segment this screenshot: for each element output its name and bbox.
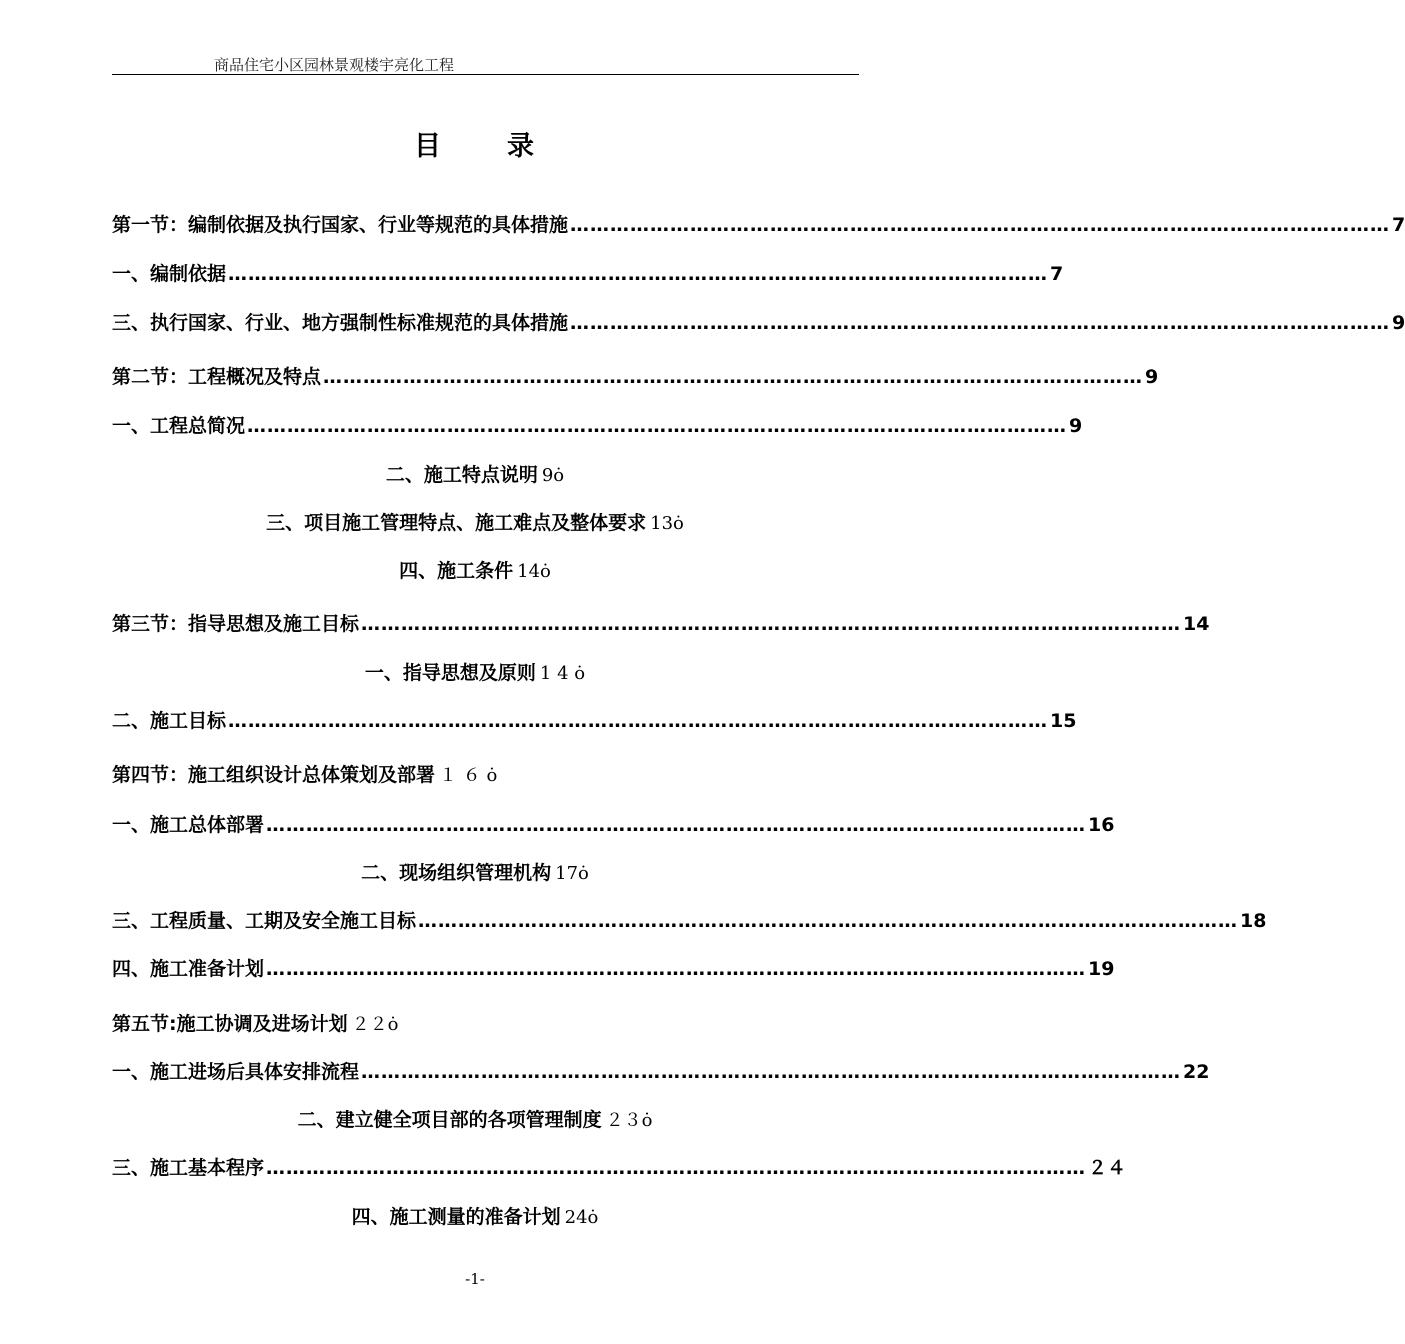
toc-entry[interactable] <box>112 210 1405 238</box>
toc-entry-label: 第五节:施工协调及进场计划 <box>112 1013 348 1035</box>
toc-leader-dots: …………………………………………………………………………………………………………… <box>228 263 1049 285</box>
toc-entry[interactable] <box>0 460 950 488</box>
toc-entry-label: 一、施工进场后具体安排流程 <box>112 1061 360 1083</box>
toc-leader-dots: …………………………………………………………………………………………………………… <box>228 710 1049 732</box>
toc-entry[interactable] <box>112 259 1064 287</box>
toc-entry-page: 1 4 ȯ <box>539 663 586 684</box>
toc-entry[interactable] <box>0 508 950 536</box>
toc-entry-label: 二、施工特点说明 <box>385 464 538 486</box>
toc-entry[interactable] <box>0 1202 950 1230</box>
toc-entry-label: 四、施工准备计划 <box>112 958 265 980</box>
toc-entry[interactable] <box>0 658 950 686</box>
toc-entry-page: 18 <box>1240 910 1267 932</box>
toc-entry-page: 7 <box>1392 214 1405 236</box>
toc-leader-dots: …………………………………………………………………………………………………………… <box>266 1157 1087 1179</box>
toc-entry-label: 三、工程质量、工期及安全施工目标 <box>112 910 417 932</box>
toc-entry[interactable] <box>112 706 1077 734</box>
toc-entry-label: 二、施工目标 <box>112 710 227 732</box>
toc-entry-page: 19 <box>1088 958 1115 980</box>
toc-entry-page: 16 <box>1088 814 1115 836</box>
toc-entry-page: 9 <box>1069 415 1083 437</box>
toc-entry-label: 一、编制依据 <box>112 263 227 285</box>
toc-entry[interactable] <box>112 1009 398 1037</box>
toc-entry[interactable] <box>0 1105 950 1133</box>
toc-entry[interactable] <box>112 810 1115 838</box>
toc-entry-page: ２４ <box>1088 1157 1127 1179</box>
page-header <box>112 52 859 75</box>
toc-entry-page: 24ȯ <box>564 1207 599 1228</box>
toc-entry[interactable] <box>112 308 1405 336</box>
toc-entry-page: 14ȯ <box>517 561 551 582</box>
toc-entry-page: 14 <box>1183 613 1210 635</box>
toc-entry[interactable] <box>112 954 1115 982</box>
toc-entry-label: 第一节：编制依据及执行国家、行业等规范的具体措施 <box>112 214 569 236</box>
toc-leader-dots: …………………………………………………………………………………………………………… <box>247 415 1068 437</box>
toc-entry[interactable] <box>112 760 497 788</box>
toc-leader-dots: …………………………………………………………………………………………………………… <box>361 613 1182 635</box>
toc-entry-label: 三、施工基本程序 <box>112 1157 265 1179</box>
toc-entry[interactable] <box>112 906 1267 934</box>
toc-entry-page: 17ȯ <box>555 863 589 884</box>
toc-entry[interactable] <box>112 362 1159 390</box>
toc-entry-label: 四、施工条件 <box>399 560 514 582</box>
toc-leader-dots: …………………………………………………………………………………………………………… <box>323 366 1144 388</box>
toc-leader-dots: …………………………………………………………………………………………………………… <box>266 958 1087 980</box>
toc-entry-label: 三、执行国家、行业、地方强制性标准规范的具体措施 <box>112 312 569 334</box>
toc-entry-page: １ ６ ȯ <box>439 765 498 786</box>
page-number: -1- <box>465 1270 485 1288</box>
toc-entry-label: 第四节：施工组织设计总体策划及部署 <box>112 764 436 786</box>
toc-entry[interactable] <box>0 556 950 584</box>
toc-leader-dots: …………………………………………………………………………………………………………… <box>361 1061 1182 1083</box>
toc-leader-dots: …………………………………………………………………………………………………………… <box>570 312 1391 334</box>
toc-entry-page: 9 <box>1392 312 1405 334</box>
toc-entry-label: 二、建立健全项目部的各项管理制度 <box>297 1109 602 1131</box>
toc-entry[interactable] <box>112 1057 1210 1085</box>
toc-leader-dots: …………………………………………………………………………………………………………… <box>266 814 1087 836</box>
toc-leader-dots: …………………………………………………………………………………………………………… <box>570 214 1391 236</box>
toc-entry-label: 二、现场组织管理机构 <box>361 862 552 884</box>
toc-entry-label: 一、工程总简况 <box>112 415 246 437</box>
toc-entry-label: 四、施工测量的准备计划 <box>351 1206 561 1228</box>
toc-title <box>0 124 950 163</box>
title-char-1: 目 <box>414 131 443 162</box>
toc-entry-label: 第二节：工程概况及特点 <box>112 366 322 388</box>
toc-entry[interactable] <box>112 1153 1127 1181</box>
toc-entry-page: 7 <box>1050 263 1064 285</box>
toc-entry-label: 三、项目施工管理特点、施工难点及整体要求 <box>266 512 647 534</box>
toc-entry[interactable] <box>112 411 1083 439</box>
toc-entry-label: 一、指导思想及原则 <box>364 662 536 684</box>
toc-entry-label: 一、施工总体部署 <box>112 814 265 836</box>
toc-entry-page: 13ȯ <box>650 513 684 534</box>
toc-leader-dots: …………………………………………………………………………………………………………… <box>418 910 1239 932</box>
toc-entry-page: ２２ȯ <box>351 1014 399 1035</box>
toc-entry[interactable] <box>112 609 1210 637</box>
title-char-2: 录 <box>507 131 536 162</box>
toc-entry-page: 15 <box>1050 710 1077 732</box>
toc-entry-page: 22 <box>1183 1061 1210 1083</box>
toc-entry-page: 9ȯ <box>541 465 565 486</box>
toc-entry-page: 9 <box>1145 366 1159 388</box>
header-text: 商品住宅小区园林景观楼宇亮化工程 <box>214 56 455 74</box>
toc-entry-label: 第三节：指导思想及施工目标 <box>112 613 360 635</box>
toc-entry[interactable] <box>0 858 950 886</box>
toc-entry-page: ２３ȯ <box>605 1110 653 1131</box>
